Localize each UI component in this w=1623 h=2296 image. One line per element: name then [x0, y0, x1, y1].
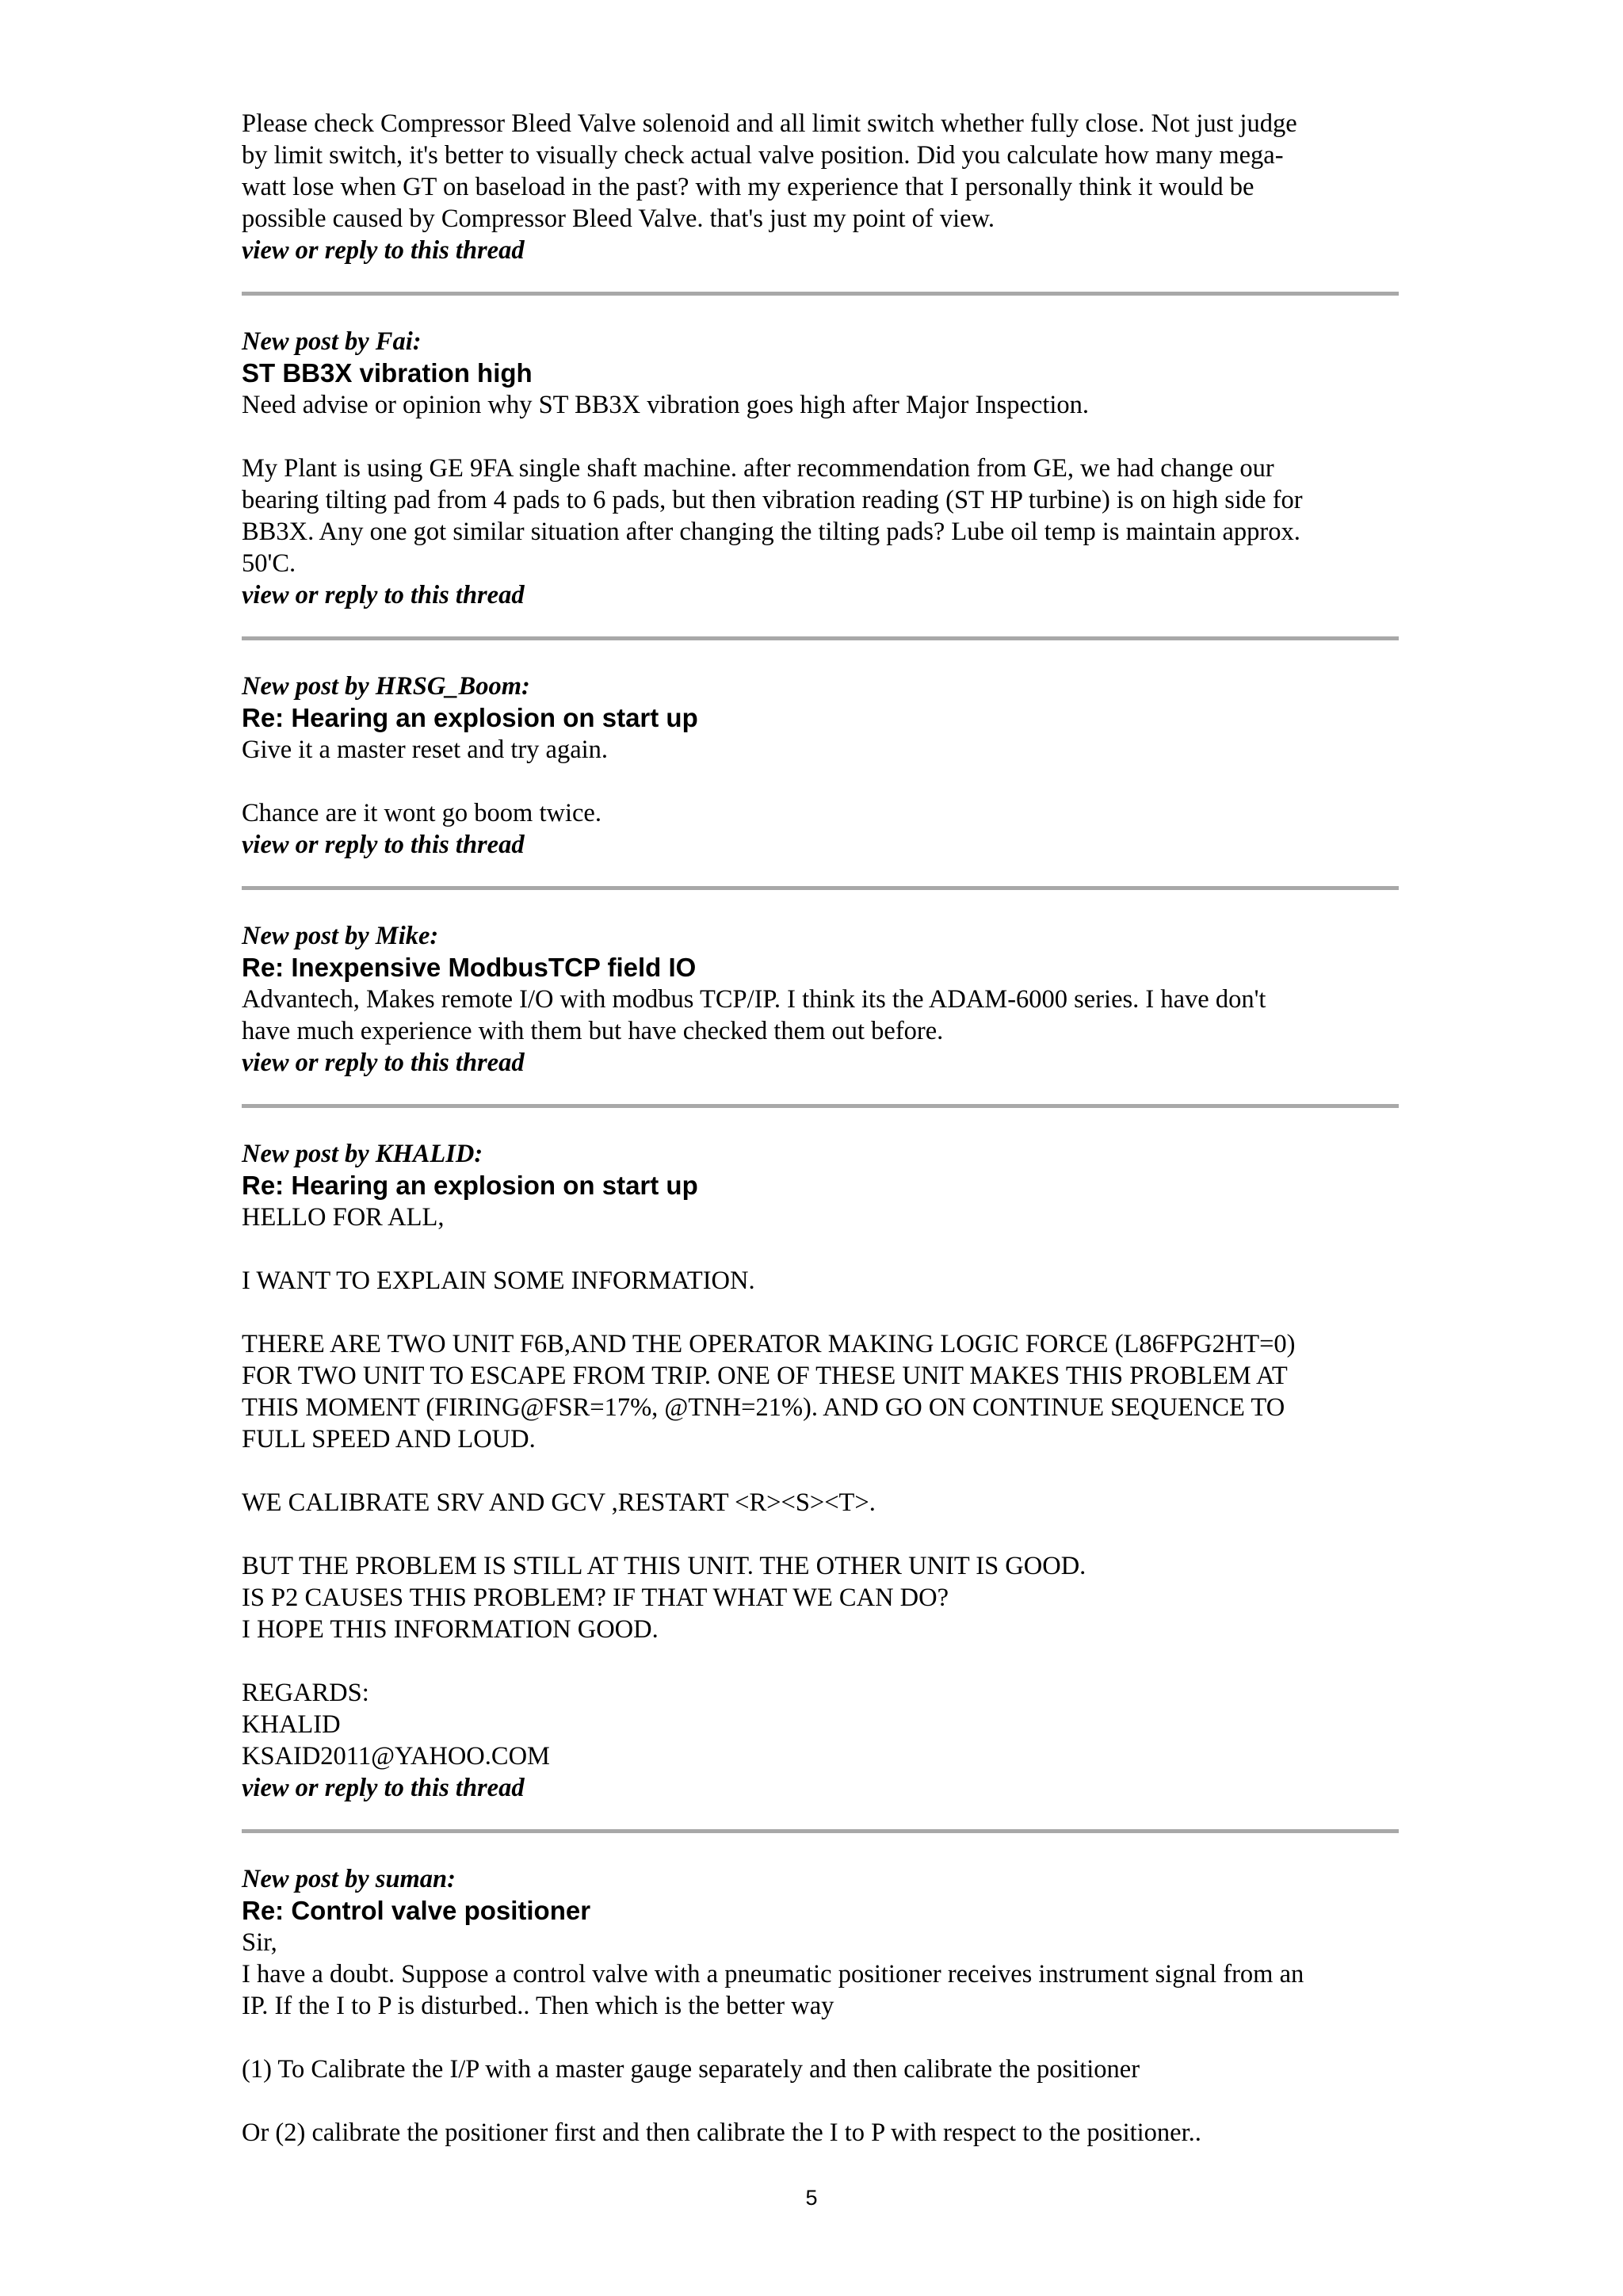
post-body-line: FULL SPEED AND LOUD. [242, 1425, 536, 1454]
post-title: Re: Hearing an explosion on start up [242, 703, 698, 732]
paragraph-gap [242, 1645, 1399, 1677]
post-body-line: REGARDS: [242, 1679, 369, 1707]
post-body-line: Or (2) calibrate the positioner first and then calibrate the I to P with respect to the positioner.. [242, 2118, 1201, 2147]
post [242, 920, 1399, 1079]
reply-link[interactable]: view or reply to this thread [242, 236, 525, 265]
post-body-line: I have a doubt. Suppose a control valve with a pneumatic positioner receives instrument signal from an [242, 1960, 1304, 1988]
paragraph-gap [242, 766, 1399, 797]
post [242, 1138, 1399, 1804]
paragraph-gap [242, 2085, 1399, 2117]
post-body-line: Chance are it wont go boom twice. [242, 799, 601, 827]
post-body-line: IP. If the I to P is disturbed.. Then which is the better way [242, 1992, 834, 2020]
post-body-line: HELLO FOR ALL, [242, 1203, 445, 1232]
post-title: Re: Inexpensive ModbusTCP field IO [242, 953, 697, 982]
post-body-line: My Plant is using GE 9FA single shaft machine. after recommendation from GE, we had change our [242, 454, 1274, 483]
separator [242, 886, 1399, 890]
document-page [242, 108, 1399, 2149]
intro-line: Please check Compressor Bleed Valve solenoid and all limit switch whether fully close. Not just judge [242, 109, 1297, 138]
post-body-line: Need advise or opinion why ST BB3X vibration goes high after Major Inspection. [242, 391, 1090, 419]
post-author: New post by KHALID: [242, 1140, 483, 1168]
post-body-line: bearing tilting pad from 4 pads to 6 pads, but then vibration reading (ST HP turbine) is on high side for [242, 486, 1303, 514]
post [242, 326, 1399, 611]
post-body-line: I WANT TO EXPLAIN SOME INFORMATION. [242, 1266, 755, 1295]
post-body-line: WE CALIBRATE SRV AND GCV ,RESTART <R><S><T>. [242, 1488, 876, 1517]
page-number: 5 [805, 2186, 818, 2210]
post-body-line: THERE ARE TWO UNIT F6B,AND THE OPERATOR MAKING LOGIC FORCE (L86FPG2HT=0) [242, 1330, 1296, 1358]
intro-line: possible caused by Compressor Bleed Valve. that's just my point of view. [242, 204, 995, 233]
posts-list [242, 292, 1399, 2149]
reply-link[interactable]: view or reply to this thread [242, 831, 525, 859]
paragraph-gap [242, 1233, 1399, 1265]
post [242, 670, 1399, 861]
separator [242, 292, 1399, 296]
separator [242, 1829, 1399, 1833]
post-body-line: KSAID2011@YAHOO.COM [242, 1742, 550, 1771]
paragraph-gap [242, 1297, 1399, 1328]
post-author: New post by Mike: [242, 922, 439, 950]
post-body-line: BB3X. Any one got similar situation after changing the tilting pads? Lube oil temp is maintain approx. [242, 518, 1300, 546]
post-body-line: BUT THE PROBLEM IS STILL AT THIS UNIT. THE OTHER UNIT IS GOOD. [242, 1552, 1086, 1580]
post-body-line: (1) To Calibrate the I/P with a master gauge separately and then calibrate the positioner [242, 2055, 1140, 2084]
separator [242, 1104, 1399, 1108]
post-author: New post by suman: [242, 1865, 456, 1893]
post-body-line: KHALID [242, 1710, 341, 1739]
paragraph-gap [242, 1455, 1399, 1487]
intro-line: watt lose when GT on baseload in the past? with my experience that I personally think it would be [242, 173, 1254, 201]
post-body-line: 50'C. [242, 549, 296, 578]
reply-link[interactable]: view or reply to this thread [242, 1774, 525, 1802]
paragraph-gap [242, 1519, 1399, 1550]
post-body-line: FOR TWO UNIT TO ESCAPE FROM TRIP. ONE OF THESE UNIT MAKES THIS PROBLEM AT [242, 1362, 1288, 1390]
post-body-line: THIS MOMENT (FIRING@FSR=17%, @TNH=21%). AND GO ON CONTINUE SEQUENCE TO [242, 1393, 1285, 1422]
post-author: New post by HRSG_Boom: [242, 672, 530, 701]
reply-link[interactable]: view or reply to this thread [242, 581, 525, 609]
separator [242, 636, 1399, 640]
post-author: New post by Fai: [242, 327, 422, 356]
reply-link[interactable]: view or reply to this thread [242, 1049, 525, 1077]
post-body-line: Advantech, Makes remote I/O with modbus TCP/IP. I think its the ADAM-6000 series. I have don't [242, 985, 1266, 1014]
post-body-line: Sir, [242, 1928, 277, 1957]
post-body-line: Give it a master reset and try again. [242, 735, 609, 764]
post-body-line: IS P2 CAUSES THIS PROBLEM? IF THAT WHAT WE CAN DO? [242, 1584, 949, 1612]
post-title: ST BB3X vibration high [242, 358, 533, 388]
post-body-line: have much experience with them but have checked them out before. [242, 1017, 944, 1045]
post-title: Re: Control valve positioner [242, 1896, 591, 1925]
intro-block [242, 108, 1399, 266]
intro-line: by limit switch, it's better to visually check actual valve position. Did you calculate how many mega- [242, 141, 1284, 170]
paragraph-gap [242, 2022, 1399, 2053]
post-body-line: I HOPE THIS INFORMATION GOOD. [242, 1615, 659, 1644]
paragraph-gap [242, 421, 1399, 453]
post-title: Re: Hearing an explosion on start up [242, 1171, 698, 1200]
post [242, 1863, 1399, 2149]
